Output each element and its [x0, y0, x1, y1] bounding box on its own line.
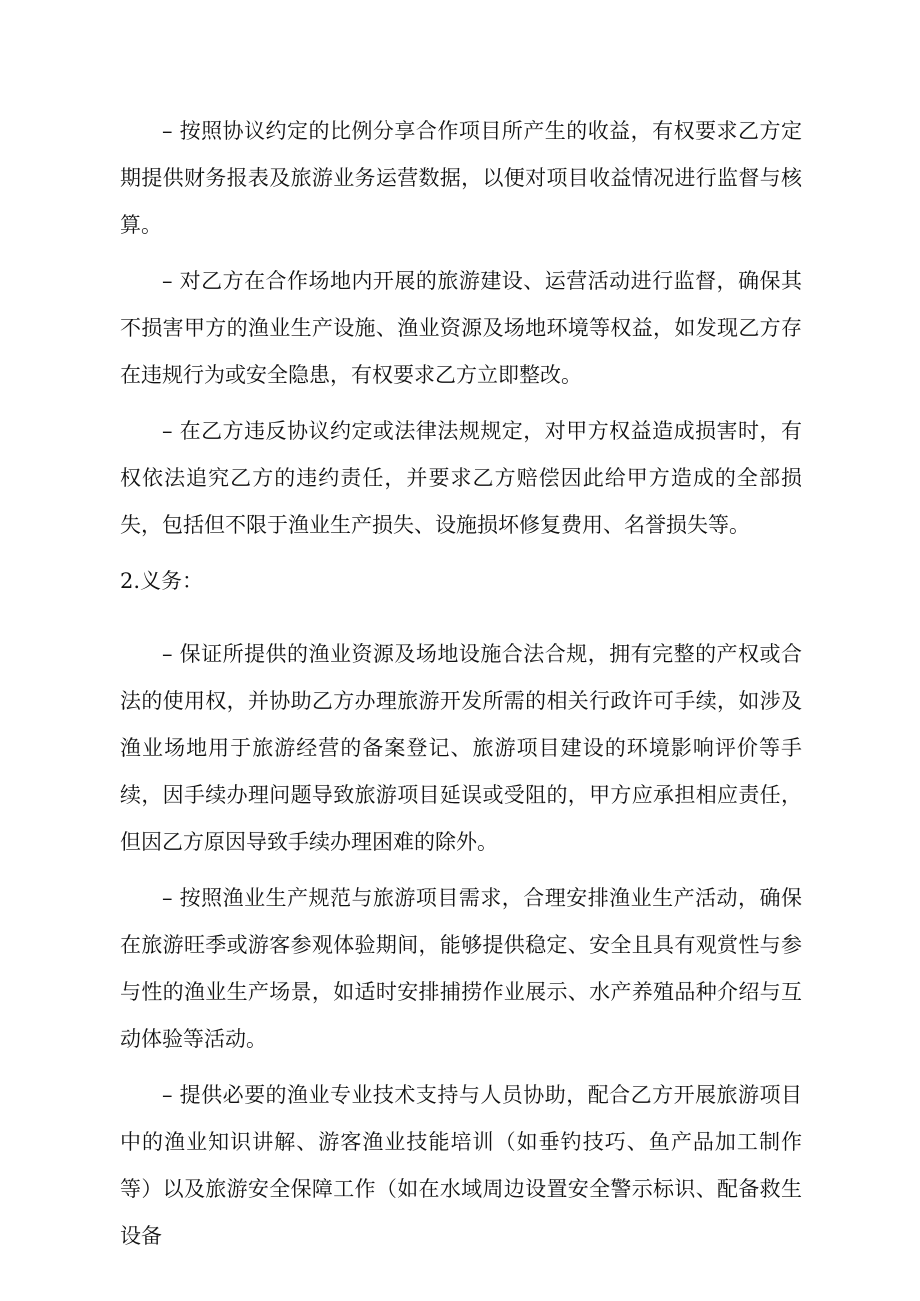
obligation-paragraph-2: – 按照渔业生产规范与旅游项目需求，合理安排渔业生产活动，确保在旅游旺季或游客参观体验期间，能够提供稳定、安全且具有观赏性与参与性的渔业生产场景，如适时安排捕捞作业展示、水产养殖品种介绍与互动体验等活动。: [120, 886, 802, 1051]
obligation-paragraph-1: – 保证所提供的渔业资源及场地设施合法合规，拥有完整的产权或合法的使用权，并协助乙方办理旅游开发所需的相关行政许可手续，如涉及渔业场地用于旅游经营的备案登记、旅游项目建设的环境影响评价等手续，因手续办理问题导致旅游项目延误或受阻的，甲方应承担相应责任，但因乙方原因导致手续办理困难的除外。: [120, 642, 802, 854]
obligations-heading: 2.义务：: [120, 569, 204, 593]
document-body: [120, 108, 802, 1269]
rights-paragraph-3: – 在乙方违反协议约定或法律法规规定，对甲方权益造成损害时，有权依法追究乙方的违约责任，并要求乙方赔偿因此给甲方造成的全部损失，包括但不限于渔业生产损失、设施损坏修复费用、名誉损失等。: [120, 419, 802, 537]
rights-paragraph-1: – 按照协议约定的比例分享合作项目所产生的收益，有权要求乙方定期提供财务报表及旅游业务运营数据，以便对项目收益情况进行监督与核算。: [120, 119, 802, 237]
rights-paragraph-2: – 对乙方在合作场地内开展的旅游建设、运营活动进行监督，确保其不损害甲方的渔业生产设施、渔业资源及场地环境等权益，如发现乙方存在违规行为或安全隐患，有权要求乙方立即整改。: [120, 269, 802, 387]
obligation-paragraph-3: – 提供必要的渔业专业技术支持与人员协助，配合乙方开展旅游项目中的渔业知识讲解、游客渔业技能培训（如垂钓技巧、鱼产品加工制作等）以及旅游安全保障工作（如在水域周边设置安全警示标识、配备救生设备: [120, 1083, 802, 1248]
